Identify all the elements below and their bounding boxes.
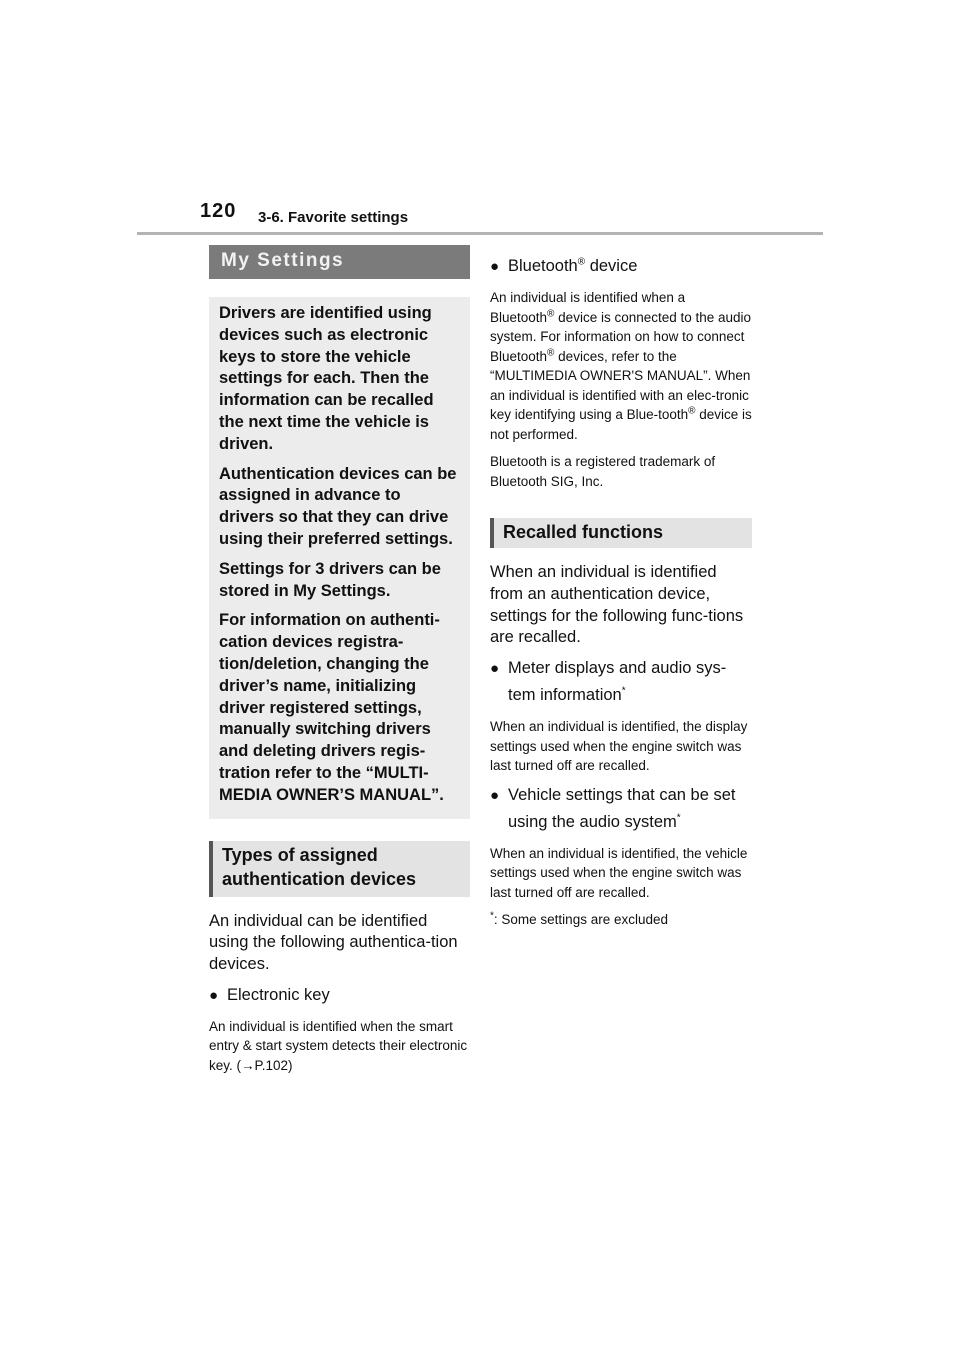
page-number: 120 (200, 200, 237, 222)
footnote: *: Some settings are excluded (490, 910, 669, 928)
bullet-electronic-key (209, 982, 470, 1009)
header-rule (137, 232, 823, 235)
intro-paragraph: Drivers are identified using devices such as electronic keys to store the vehicle settings for each. Then the information can be recalled the next time the vehicle is driven. (219, 304, 434, 453)
right-column (490, 245, 752, 930)
intro-box (209, 297, 470, 819)
asterisk-mark: * (676, 812, 681, 824)
my-settings-heading: My Settings (209, 245, 470, 279)
intro-paragraph: Settings for 3 drivers can be stored in My Settings. (219, 559, 441, 600)
bullet-vehicle-settings (490, 782, 752, 836)
bullet-label: Meter displays and audio sys-tem information (508, 659, 727, 705)
bullet-label: Vehicle settings that can be set using the audio system (508, 785, 736, 831)
registered-mark: ® (547, 308, 555, 319)
bullet-icon: ● (490, 258, 500, 275)
registered-mark: ® (547, 347, 555, 358)
registered-mark: ® (688, 405, 696, 417)
electronic-key-description: An individual is identified when the smart entry & start system detects their electronic key. (→P.102) (209, 1018, 468, 1073)
types-intro: An individual can be identified using the following authentica-tion devices. (209, 911, 458, 974)
intro-paragraph: For information on authenti-cation devices registra-tion/deletion, changing the driver’s name, initializing driver registered settings, manually switching drivers and deleting drivers regis-tration refer to the “MULTI-MEDIA OWNER’S MANUAL”. (219, 611, 444, 804)
bullet-icon: ● (490, 660, 500, 678)
bluetooth-description: An individual is identified when a Bluetooth® device is connected to the audio system. For information on how to connect Bluetooth® devices, refer to the “MULTIMEDIA OWNER'S MANUAL”. When an individual is identified with an elec-tronic key identifying using a Blue-tooth® device is not performed. (490, 290, 752, 442)
recalled-intro: When an individual is identified from an authentication device, settings for the following func-tions are recalled. (490, 563, 744, 647)
types-heading: Types of assigned authentication devices (209, 841, 470, 897)
bluetooth-trademark: Bluetooth is a registered trademark of Bluetooth SIG, Inc. (490, 454, 716, 489)
asterisk-mark: * (621, 685, 626, 697)
bullet-meter-displays (490, 655, 752, 709)
recalled-functions-heading: Recalled functions (490, 518, 752, 548)
bullet-label-suffix: device (585, 257, 638, 275)
intro-paragraph: Authentication devices can be assigned in advance to drivers so that they can drive using their preferred settings. (219, 464, 457, 548)
bullet-label: Bluetooth (508, 257, 578, 275)
section-title: 3-6. Favorite settings (258, 209, 409, 226)
vehicle-settings-description: When an individual is identified, the vehicle settings used when the engine switch was last turned off are recalled. (490, 845, 748, 900)
bullet-label: Electronic key (227, 985, 330, 1004)
asterisk-mark: * (490, 910, 494, 922)
meter-description: When an individual is identified, the display settings used when the engine switch was last turned off are recalled. (490, 719, 748, 774)
registered-mark: ® (577, 256, 586, 268)
bullet-icon: ● (209, 986, 219, 1004)
left-column (209, 245, 470, 1075)
bullet-bluetooth (490, 251, 752, 280)
bullet-icon: ● (490, 786, 500, 804)
